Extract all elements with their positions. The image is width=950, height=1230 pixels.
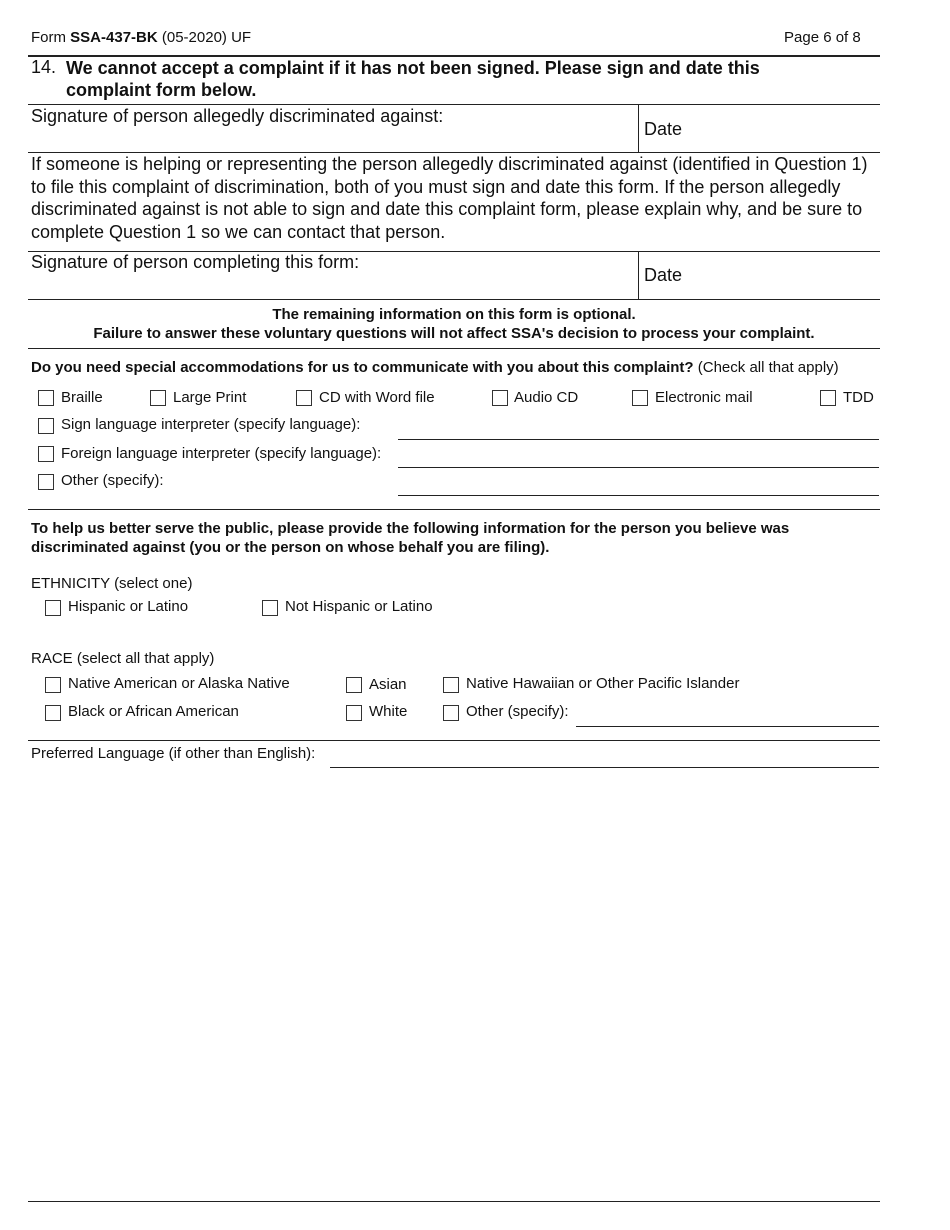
- signature-field-completer[interactable]: [29, 252, 638, 299]
- accommodations-question-text: Do you need special accommodations for us to communicate with you about this complaint?: [31, 359, 694, 376]
- black-african-american-label: Black or African American: [68, 703, 239, 720]
- question-14-text: We cannot accept a complaint if it has not been signed. Please sign and date this complaint form below.: [66, 58, 760, 100]
- divider: [28, 299, 880, 300]
- signature-field-victim[interactable]: [29, 105, 638, 152]
- sign-language-input[interactable]: [398, 439, 879, 440]
- page-number: Page 6 of 8: [784, 29, 861, 46]
- electronic-mail-label: Electronic mail: [655, 389, 753, 406]
- race-label: RACE (select all that apply): [31, 650, 215, 667]
- tdd-label: TDD: [843, 389, 874, 406]
- signature-label-victim: Signature of person allegedly discriminated against:: [31, 106, 444, 126]
- braille-checkbox[interactable]: [38, 390, 54, 406]
- other-accommodation-label: Other (specify):: [61, 472, 164, 489]
- ethnicity-label: ETHNICITY (select one): [31, 575, 193, 592]
- native-american-checkbox[interactable]: [45, 677, 61, 693]
- accommodations-hint: (Check all that apply): [693, 359, 839, 376]
- optional-notice: [28, 306, 880, 343]
- optional-notice-line2: Failure to answer these voluntary questions will not affect SSA's decision to process your complaint.: [93, 324, 815, 342]
- form-id: [31, 29, 251, 46]
- date-field-victim[interactable]: [639, 105, 880, 152]
- date-field-completer[interactable]: [639, 252, 880, 299]
- preferred-language-input[interactable]: [330, 767, 879, 768]
- form-code: SSA-437-BK: [70, 29, 158, 46]
- large-print-checkbox[interactable]: [150, 390, 166, 406]
- native-hawaiian-label: Native Hawaiian or Other Pacific Islander: [466, 675, 740, 692]
- other-accommodation-checkbox[interactable]: [38, 474, 54, 490]
- audio-cd-label: Audio CD: [514, 389, 579, 406]
- braille-label: Braille: [61, 389, 103, 406]
- form-edition: (05-2020) UF: [157, 29, 252, 46]
- audio-cd-checkbox[interactable]: [492, 390, 508, 406]
- foreign-language-label: Foreign language interpreter (specify language):: [61, 445, 382, 462]
- optional-notice-line1: The remaining information on this form is optional.: [272, 306, 636, 323]
- asian-label: Asian: [369, 676, 407, 693]
- divider: [28, 740, 880, 741]
- native-american-label: Native American or Alaska Native: [68, 675, 290, 692]
- date-label-victim: Date: [644, 119, 683, 139]
- foreign-language-input[interactable]: [398, 467, 879, 468]
- white-label: White: [369, 703, 408, 720]
- other-race-checkbox[interactable]: [443, 705, 459, 721]
- hispanic-label: Hispanic or Latino: [68, 598, 189, 615]
- other-race-input[interactable]: [576, 726, 879, 727]
- other-race-label: Other (specify):: [466, 703, 569, 720]
- not-hispanic-checkbox[interactable]: [262, 600, 278, 616]
- white-checkbox[interactable]: [346, 705, 362, 721]
- question-number: 14.: [31, 57, 57, 77]
- demographics-intro: To help us better serve the public, please provide the following information for the person you believe was discriminated against (you or the person on whose behalf you are filing).: [31, 520, 790, 556]
- cd-word-file-checkbox[interactable]: [296, 390, 312, 406]
- divider: [28, 509, 880, 510]
- not-hispanic-label: Not Hispanic or Latino: [285, 598, 433, 615]
- native-hawaiian-checkbox[interactable]: [443, 677, 459, 693]
- electronic-mail-checkbox[interactable]: [632, 390, 648, 406]
- tdd-checkbox[interactable]: [820, 390, 836, 406]
- asian-checkbox[interactable]: [346, 677, 362, 693]
- cd-word-file-label: CD with Word file: [319, 389, 435, 406]
- large-print-label: Large Print: [173, 389, 247, 406]
- preferred-language-label: Preferred Language (if other than English):: [31, 745, 316, 762]
- sign-language-checkbox[interactable]: [38, 418, 54, 434]
- divider: [28, 348, 880, 349]
- date-label-completer: Date: [644, 265, 683, 285]
- form-prefix: Form: [31, 29, 71, 46]
- black-african-american-checkbox[interactable]: [45, 705, 61, 721]
- foreign-language-checkbox[interactable]: [38, 446, 54, 462]
- footer-rule: [28, 1201, 880, 1202]
- sign-language-label: Sign language interpreter (specify language):: [61, 416, 361, 433]
- other-accommodation-input[interactable]: [398, 495, 879, 496]
- signature-label-completer: Signature of person completing this form:: [31, 252, 360, 272]
- helper-paragraph: If someone is helping or representing the person allegedly discriminated against (identified in Question 1) to file this complaint of discrimination, both of you must sign and date this form. If the person allegedly discriminated against is not able to sign and date this complaint form, please explain why, and be sure to complete Question 1 so we can contact that person.: [31, 154, 868, 242]
- hispanic-checkbox[interactable]: [45, 600, 61, 616]
- accommodations-question: [31, 359, 839, 376]
